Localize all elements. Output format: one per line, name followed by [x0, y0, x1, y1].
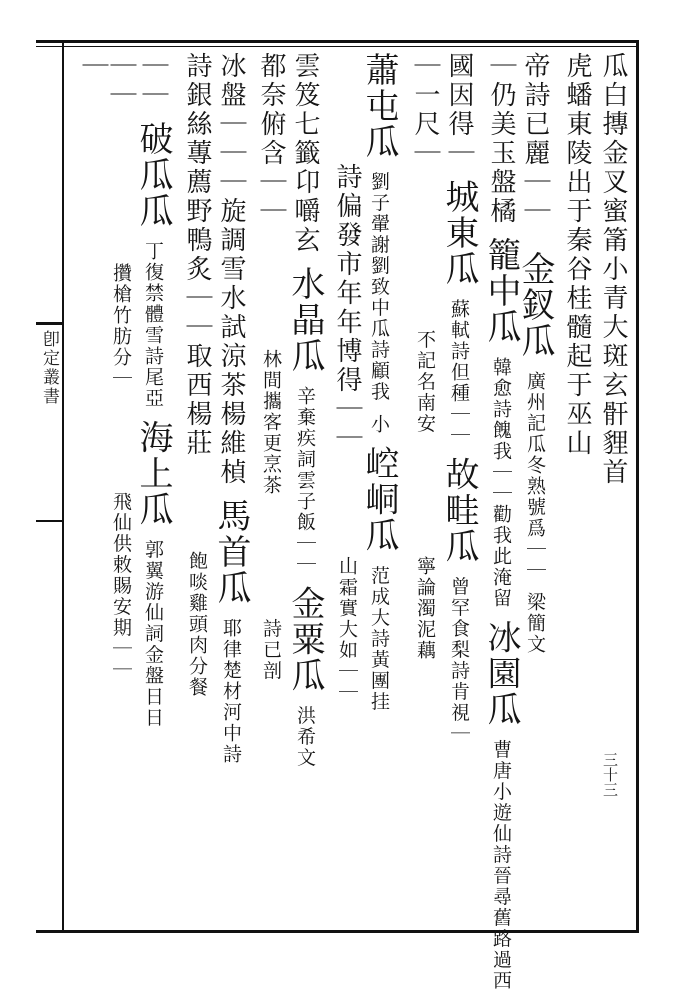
column-text: 都奈俯含｜｜: [256, 52, 286, 226]
column-6: [408, 52, 442, 661]
headword: 金釵瓜: [515, 251, 555, 360]
headword-2: 故畦瓜: [439, 456, 479, 565]
annotation: 蘇軾詩但種｜｜: [448, 298, 470, 446]
annotation-2: 寧論濁泥藕: [414, 555, 436, 661]
column-text: 冰盤｜｜｜旋調雪水試涼茶楊維楨: [216, 52, 246, 487]
annotation-2: 曾罕食梨詩肯視｜: [448, 576, 470, 745]
headword: 馬首瓜: [211, 498, 251, 607]
column-text: 詩銀絲蓴薦野鴨炙｜｜取西楊莊: [182, 52, 212, 458]
headword: 籠中瓜: [481, 237, 521, 346]
annotation-2: 郭翼游仙詞金盤日日: [142, 539, 164, 729]
annotation: 劉子翬謝劉致中瓜詩顧我: [368, 171, 390, 403]
bottom-border: [36, 930, 638, 933]
headword-2: 金粟瓜: [285, 585, 325, 694]
left-border: [62, 40, 64, 933]
column-13: [133, 52, 173, 729]
right-border: [636, 40, 639, 933]
column-text: 國因得｜: [444, 52, 474, 168]
headword: 蕭屯瓜: [359, 52, 399, 160]
column-3: [515, 52, 555, 655]
column-text: ｜一尺｜: [410, 52, 440, 168]
column-text: 詩偏發市年年博得｜｜: [332, 163, 362, 454]
annotation: 韓愈詩餽我｜｜勸我此淹留: [490, 356, 512, 609]
column-15: [76, 52, 110, 81]
annotation-2: 洪希文: [294, 705, 316, 769]
column-text: 虎蟠東陵出于秦谷桂髓起于巫山: [562, 52, 592, 458]
annotation: 攢槍竹肪分｜: [110, 262, 132, 389]
column-text: ｜: [78, 52, 108, 81]
column-11: [211, 52, 251, 765]
column-8: [330, 52, 364, 703]
column-9: [285, 52, 325, 769]
annotation-2: 飛仙供敕賜安期｜｜: [110, 491, 132, 681]
headword-2: 崆峒瓜: [359, 445, 399, 554]
headword: 破瓜瓜: [133, 121, 173, 230]
column-text: 雲笈七籤卬嚼玄: [290, 52, 320, 255]
column-text: ｜仍美玉盤橘: [486, 52, 516, 226]
annotation: 林間攜客更烹茶: [260, 348, 282, 496]
column-2: [560, 52, 594, 458]
annotation: 飽啖雞頭肉分餐: [186, 550, 208, 698]
annotation: 不記名南安: [414, 329, 436, 435]
fold-mark-top: [36, 322, 64, 325]
fold-label: 卽定叢書: [39, 330, 59, 406]
column-text: ｜｜: [106, 52, 136, 110]
column-text: ｜｜: [138, 52, 168, 110]
annotation-2: 曹唐小遊仙詩晉尋舊路過西: [490, 739, 512, 991]
headword: 水晶瓜: [285, 266, 325, 375]
column-4: [481, 52, 521, 991]
top-border: [36, 40, 638, 43]
column-5: [439, 52, 479, 745]
page-number: 三十三: [601, 752, 619, 797]
headword-2: 冰園瓜: [481, 619, 521, 728]
column-7: [359, 52, 399, 713]
annotation-tail: 梁簡文: [524, 591, 546, 655]
column-10: [254, 52, 288, 681]
annotation-tail: 小: [368, 413, 390, 435]
column-12: [180, 52, 214, 698]
fold-mark-bottom: [36, 520, 64, 522]
annotation: 廣州記瓜冬熟號爲｜｜: [524, 370, 546, 581]
annotation: 丁復禁體雪詩尾亞: [142, 240, 164, 409]
annotation-2: 山霜實大如｜｜: [336, 555, 358, 703]
headword: 城東瓜: [439, 179, 479, 288]
column-text: 帝詩已麗｜｜: [520, 52, 550, 226]
annotation-2: 范成大詩黃團挂: [368, 565, 390, 713]
annotation: 耶律楚材河中詩: [220, 617, 242, 765]
annotation: 辛棄疾詞雲子飯｜｜: [294, 385, 316, 575]
top-border-inner: [36, 46, 638, 47]
column-text: 瓜白摶金叉蜜筩小青大斑玄骭貍首: [598, 52, 628, 487]
column-1: [596, 52, 630, 487]
annotation-2: 詩已剖: [260, 618, 282, 682]
headword-2: 海上瓜: [133, 419, 173, 528]
column-14: [104, 52, 138, 680]
